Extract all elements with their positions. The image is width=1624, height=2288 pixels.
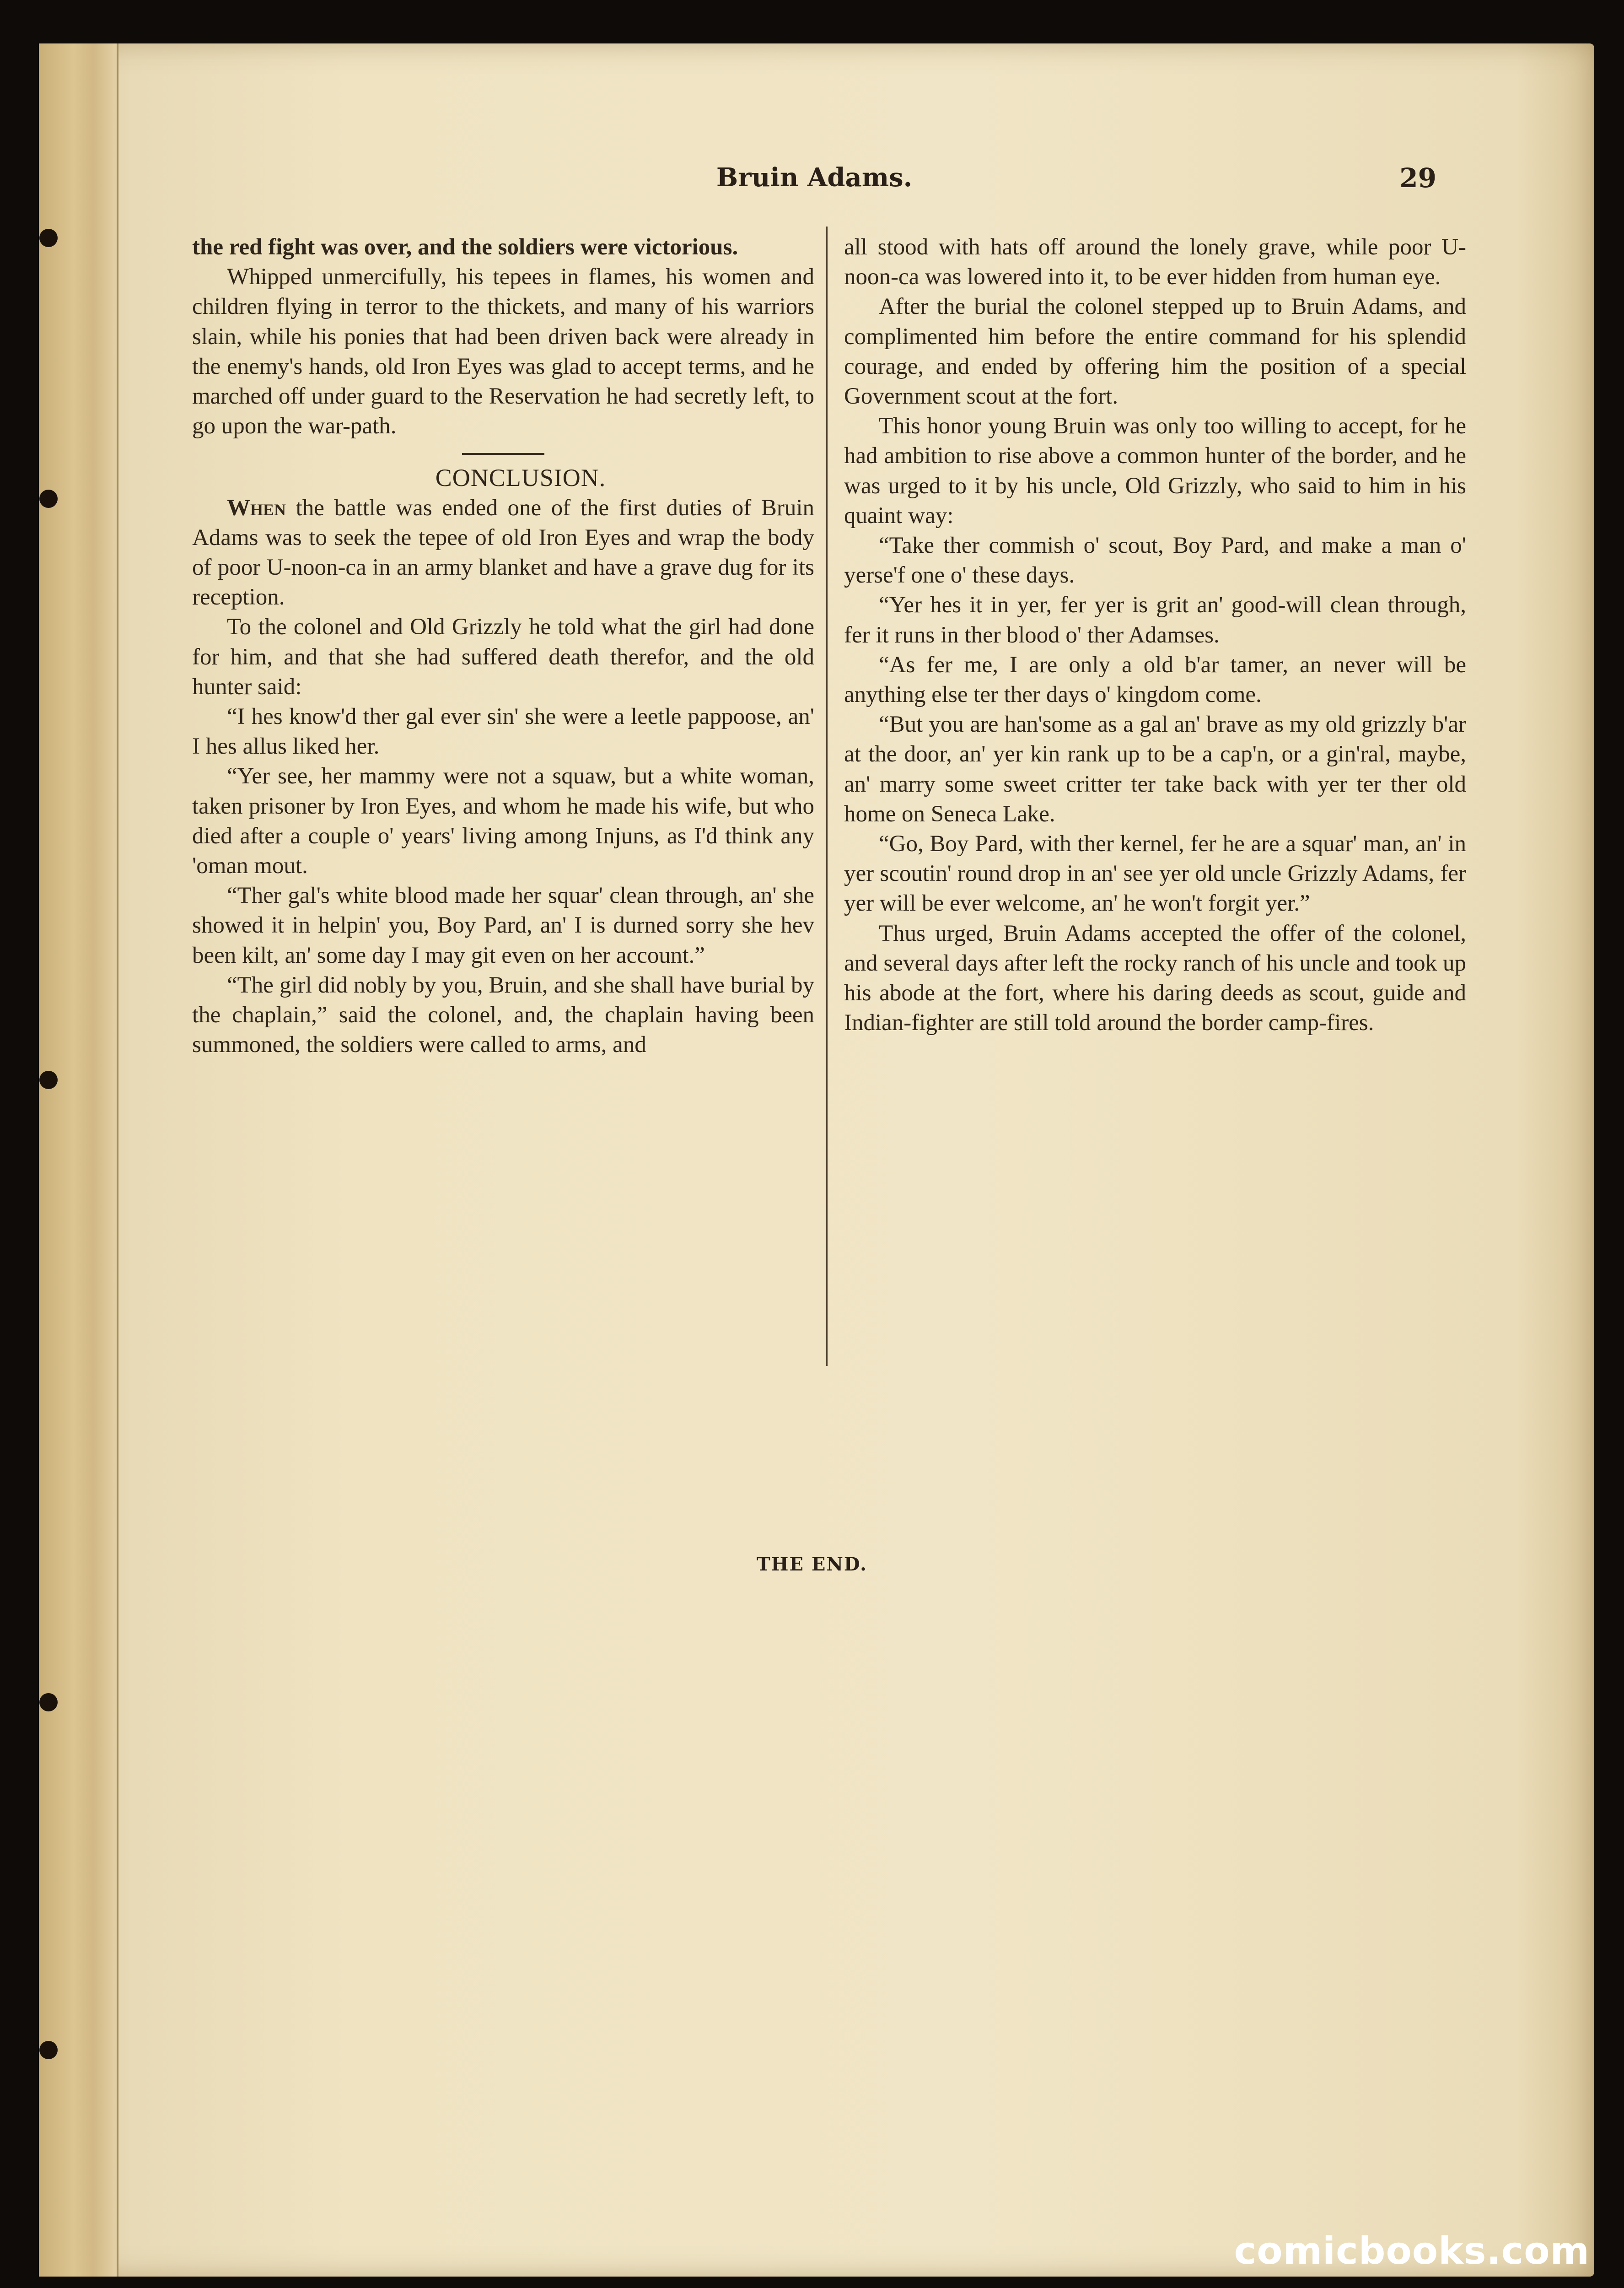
paragraph: “Go, Boy Pard, with ther kernel, fer he are a squar' man, an' in yer scoutin' round drop in an' see yer old uncle Grizzly Adams, fer yer will be ever welcome, an' he won't forgit yer.” bbox=[844, 831, 1466, 917]
paragraph: Thus urged, Bruin Adams accepted the offer of the colonel, and several days after left the rocky ranch of his uncle and took up his abode at the fort, where his daring deeds as scout, guide and Indian-fighter are still told around the border camp-fires. bbox=[844, 920, 1466, 1036]
page-header bbox=[192, 162, 1436, 199]
right-column bbox=[844, 232, 1466, 1038]
paragraph bbox=[192, 493, 814, 613]
paragraph: “Ther gal's white blood made her squar' clean through, an' she showed it in helpin' you, Boy Pard, an' I is durned sorry she hev been kilt, an' some day I may git even on her account.” bbox=[192, 883, 814, 968]
paragraph: “But you are han'some as a gal an' brave as my old grizzly b'ar at the door, an' yer kin rank up to be a cap'n, or a gin'ral, maybe, an' marry some sweet critter ter take back with yer ter ther old home on Seneca Lake. bbox=[844, 712, 1466, 827]
staple-hole bbox=[39, 1071, 58, 1089]
paragraph: “Take ther commish o' scout, Boy Pard, and make a man o' yerse'f one o' these days. bbox=[844, 533, 1466, 588]
paragraph: To the colonel and Old Grizzly he told what the girl had done for him, and that she had suffered death therefor, and the old hunter said: bbox=[192, 614, 814, 700]
column-divider bbox=[826, 227, 828, 1366]
left-column bbox=[192, 232, 814, 1060]
paragraph: After the burial the colonel stepped up to Bruin Adams, and complimented him before the entire command for his splendid courage, and ended by offering him the position of a special Government scout at the fort. bbox=[844, 294, 1466, 410]
paragraph-text: the battle was ended one of the first duties of Bruin Adams was to seek the tepee of old Iron Eyes and wrap the body of poor U-noon-ca in an army blanket and have a grave dug for its reception. bbox=[192, 495, 814, 610]
drop-word: When bbox=[227, 495, 286, 521]
site-watermark: comicbooks.com bbox=[1234, 2229, 1590, 2273]
staple-hole bbox=[39, 229, 58, 247]
the-end-label: THE END. bbox=[756, 1554, 868, 1575]
paragraph: the red fight was over, and the soldiers were victorious. bbox=[192, 234, 738, 260]
page-number: 29 bbox=[1399, 162, 1436, 194]
section-rule bbox=[462, 453, 544, 455]
paragraph: “Yer see, her mammy were not a squaw, but a white woman, taken prisoner by Iron Eyes, and whom he made his wife, but who died after a couple o' years' living among Injuns, as I'd think any 'oman mout. bbox=[192, 763, 814, 879]
paragraph: “I hes know'd ther gal ever sin' she were a leetle pappoose, an' I hes allus liked her. bbox=[192, 704, 814, 760]
paragraph: This honor young Bruin was only too willing to accept, for he had ambition to rise above a common hunter of the border, and he was urged to it by his uncle, Old Grizzly, who said to him in his quaint way: bbox=[844, 413, 1466, 529]
book-spine bbox=[39, 43, 118, 2277]
paragraph: “Yer hes it in yer, fer yer is grit an' good-will clean through, fer it runs in ther blood o' ther Adamses. bbox=[844, 592, 1466, 648]
paragraph: “As fer me, I are only a old b'ar tamer, an never will be anything else ter ther days o' kingdom come. bbox=[844, 652, 1466, 708]
paragraph: “The girl did nobly by you, Bruin, and she shall have burial by the chaplain,” said the colonel, and, the chaplain having been summoned, the soldiers were called to arms, and bbox=[192, 972, 814, 1058]
staple-hole bbox=[39, 490, 58, 508]
paragraph: all stood with hats off around the lonely grave, while poor U-noon-ca was lowered into it, to be ever hidden from human eye. bbox=[844, 234, 1466, 290]
section-heading: CONCLUSION. bbox=[435, 464, 606, 492]
paragraph: Whipped unmercifully, his tepees in flames, his women and children flying in terror to the thickets, and many of his warriors slain, while his ponies that had been driven back were already in the enemy's hands, old Iron Eyes was glad to accept terms, and he marched off under guard to the Reservation he had secretly left, to go upon the war-path. bbox=[192, 264, 814, 439]
staple-hole bbox=[39, 2041, 58, 2059]
running-head: Bruin Adams. bbox=[716, 162, 913, 193]
staple-hole bbox=[39, 1693, 58, 1711]
